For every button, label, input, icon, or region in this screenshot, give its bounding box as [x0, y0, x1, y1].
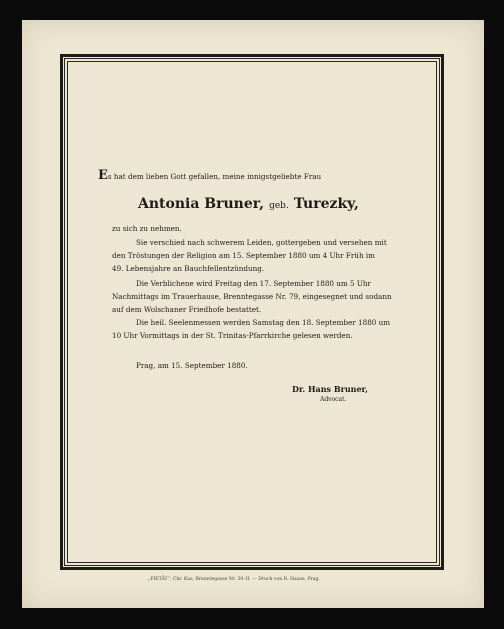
opening-text: s hat dem lieben Gott gefallen, meine innigstgeliebte Frau: [107, 172, 322, 181]
para2-line2: Nachmittags im Trauerhause, Brenntegasse Nr. 79, eingesegnet und sodann: [112, 292, 392, 301]
signature-title: Advocat.: [320, 396, 347, 403]
para1-line3: 49. Lebensjahre an Bauchfellentzündung.: [112, 264, 265, 273]
deceased-name: Antonia Bruner,: [138, 196, 264, 212]
deceased-name-line: [138, 193, 359, 212]
printer-imprint: „PIETÄT“, Cbr. Kus, Brenntegasse Nr. 30–II. — Druck von R. Haase, Prag.: [148, 577, 320, 582]
para2-line1: Die Verblichene wird Freitag den 17. September 1880 um 5 Uhr: [136, 279, 371, 288]
signature-name: Dr. Hans Bruner,: [292, 384, 368, 394]
para1-line1: Sie verschied nach schwerem Leiden, gottergeben und versehen mit: [136, 238, 387, 247]
para3-line1: Die heil. Seelenmessen werden Samstag den 18. September 1880 um: [136, 318, 391, 327]
para3-line2: 10 Uhr Vormittags in der St. Trinitas-Pfarrkirche gelesen werden.: [112, 331, 353, 340]
para1-line2: den Tröstungen der Religion am 15. September 1880 um 4 Uhr Früh im: [112, 251, 375, 260]
opening-initial: E: [98, 168, 108, 183]
deceased-maiden-name: Turezky,: [293, 196, 359, 212]
para2-line3: auf dem Wolschaner Friedhofe bestattet.: [112, 305, 262, 314]
place-date: Prag, am 15. September 1880.: [136, 361, 248, 370]
deceased-geb: geb.: [269, 201, 289, 211]
opening-line: [98, 164, 321, 183]
taken-line: zu sich zu nehmen.: [112, 224, 182, 233]
